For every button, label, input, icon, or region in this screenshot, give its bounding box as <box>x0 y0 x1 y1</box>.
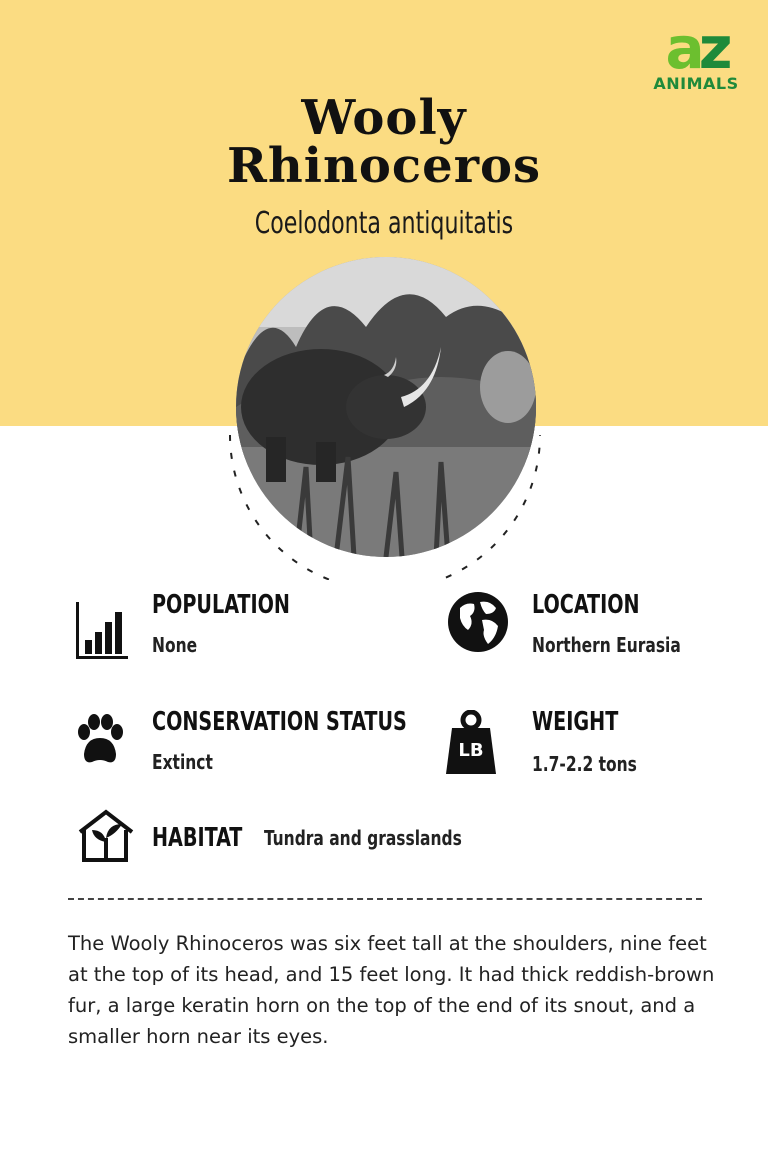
title-line-1: Wooly <box>301 90 467 146</box>
population-label: POPULATION <box>152 590 290 620</box>
weight-label: WEIGHT <box>532 707 619 737</box>
description-text: The Wooly Rhinoceros was six feet tall at the shoulders, nine feet at the top of its head, and 15 feet long. It had thick reddish-brown fur, a large keratin horn on the top of the end of its snout, and a smaller horn near its eyes. <box>68 932 715 1048</box>
logo-mark: az <box>665 14 727 82</box>
globe-icon <box>446 590 510 654</box>
weight-icon-text: LB <box>458 740 484 761</box>
az-animals-logo[interactable] <box>648 14 744 96</box>
weight-icon <box>446 710 496 776</box>
paw-icon <box>74 714 126 766</box>
house-plant-icon <box>76 808 136 864</box>
population-value: None <box>152 633 198 657</box>
habitat-label: HABITAT <box>152 823 243 853</box>
dashed-divider <box>68 898 702 900</box>
title-line-2: Rhinoceros <box>226 138 542 194</box>
scientific-name: Coelodonta antiquitatis <box>254 206 514 241</box>
conservation-status-label: CONSERVATION STATUS <box>152 707 407 737</box>
weight-value: 1.7-2.2 tons <box>532 752 637 776</box>
location-label: LOCATION <box>532 590 640 620</box>
logo-word: ANIMALS <box>653 74 739 93</box>
location-value: Northern Eurasia <box>532 633 681 657</box>
page-title <box>0 90 768 194</box>
conservation-status-value: Extinct <box>152 750 213 774</box>
habitat-value: Tundra and grasslands <box>264 826 462 850</box>
animal-photo <box>236 257 536 557</box>
bar-chart-icon <box>76 602 130 660</box>
